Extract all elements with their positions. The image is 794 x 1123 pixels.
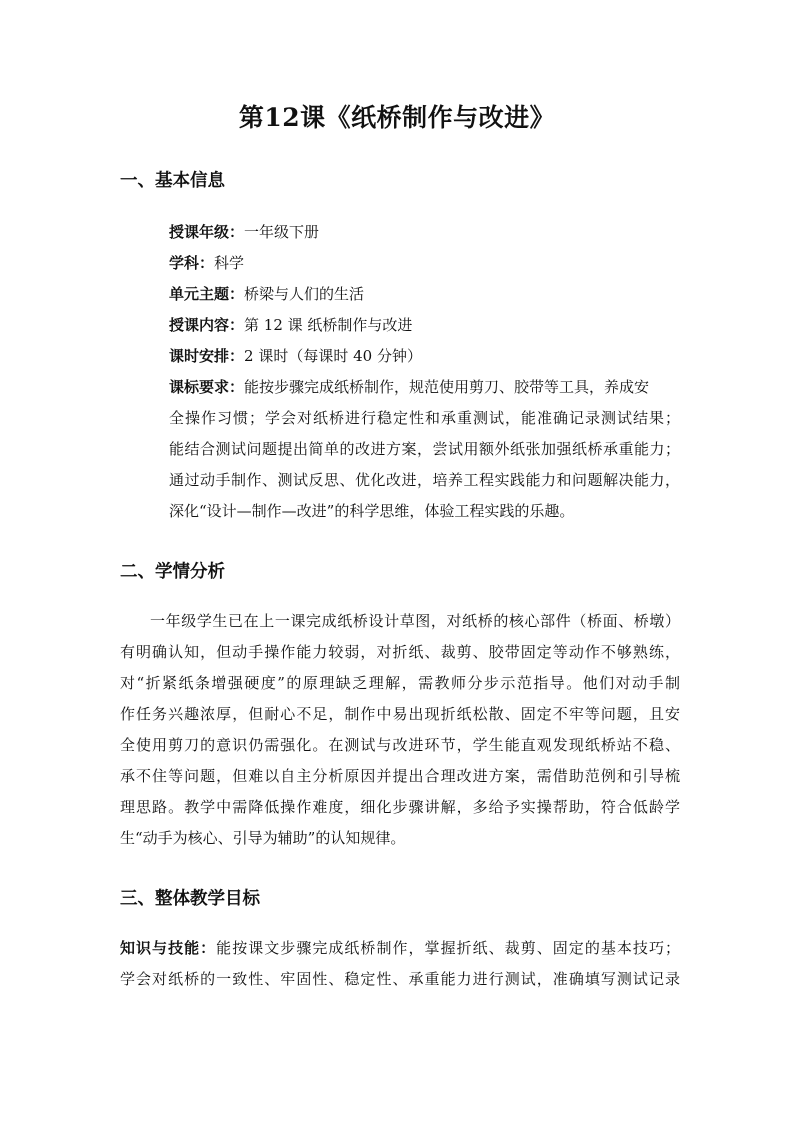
section-heading-basic-info: 一、基本信息 [120,171,225,191]
info-content [169,310,689,341]
unit-value: 桥梁与人们的生活 [244,285,365,303]
analysis-line-2: 有明确认知，但动手操作能力较弱，对折纸、裁剪、胶带固定等动作不够熟练， [120,643,680,661]
info-grade [169,217,689,248]
unit-label: 单元主题： [169,285,245,303]
goals-line-2: 学会对纸桥的一致性、牢固性、稳定性、承重能力进行测试，准确填写测试记录 [120,970,680,988]
section-heading-learner-analysis: 二、学情分析 [120,562,225,582]
analysis-line-4: 作任务兴趣浓厚，但耐心不足，制作中易出现折纸松散、固定不牢等问题，且安 [120,705,680,723]
analysis-line-8: 生“动手为核心、引导为辅助”的认知规律。 [120,829,406,847]
analysis-line-1: 一年级学生已在上一课完成纸桥设计草图，对纸桥的核心部件（桥面、桥墩） [150,612,680,630]
standard-line-4: 通过动手制作、测试反思、优化改进，培养工程实践能力和问题解决能力， [169,471,680,489]
analysis-line-3: 对“折紧纸条增强硬度”的原理缺乏理解，需教师分步示范指导。他们对动手制 [120,674,680,692]
content-value: 第 12 课 纸桥制作与改进 [244,316,413,334]
standard-line-5: 深化“设计—制作—改进”的科学思维，体验工程实践的乐趣。 [169,502,575,520]
info-unit [169,279,689,310]
basic-info-block [169,217,689,372]
standard-line-2: 全操作习惯；学会对纸桥进行稳定性和承重测试，能准确记录测试结果； [169,409,680,427]
info-schedule [169,341,689,372]
standard-line-1 [169,372,680,403]
content-label: 授课内容： [169,316,245,334]
grade-label: 授课年级： [169,223,245,241]
analysis-line-7: 理思路。教学中需降低操作难度，细化步骤讲解，多给予实操帮助，符合低龄学 [120,798,680,816]
subject-label: 学科： [169,254,215,272]
info-subject [169,248,689,279]
section-heading-teaching-goals: 三、整体教学目标 [120,889,260,909]
schedule-label: 课时安排： [169,347,245,365]
goals-text-1: 能按课文步骤完成纸桥制作，掌握折纸、裁剪、固定的基本技巧； [216,939,680,957]
analysis-line-5: 全使用剪刀的意识仍需强化。在测试与改进环节，学生能直观发现纸桥站不稳、 [120,736,680,754]
goals-line-1 [120,933,680,964]
document-title: 第12课《纸桥制作与改进》 [238,103,556,132]
subject-value: 科学 [214,254,245,272]
standard-line-3: 能结合测试问题提出简单的改进方案，尝试用额外纸张加强纸桥承重能力； [169,440,680,458]
standard-label: 课标要求： [169,378,245,396]
grade-value: 一年级下册 [244,223,320,241]
analysis-line-6: 承不住等问题，但难以自主分析原因并提出合理改进方案，需借助范例和引导梳 [120,767,680,785]
standard-text-1: 能按步骤完成纸桥制作，规范使用剪刀、胶带等工具，养成安 [244,378,650,396]
goals-label: 知识与技能： [120,939,217,957]
schedule-value: 2 课时（每课时 40 分钟） [244,347,422,365]
